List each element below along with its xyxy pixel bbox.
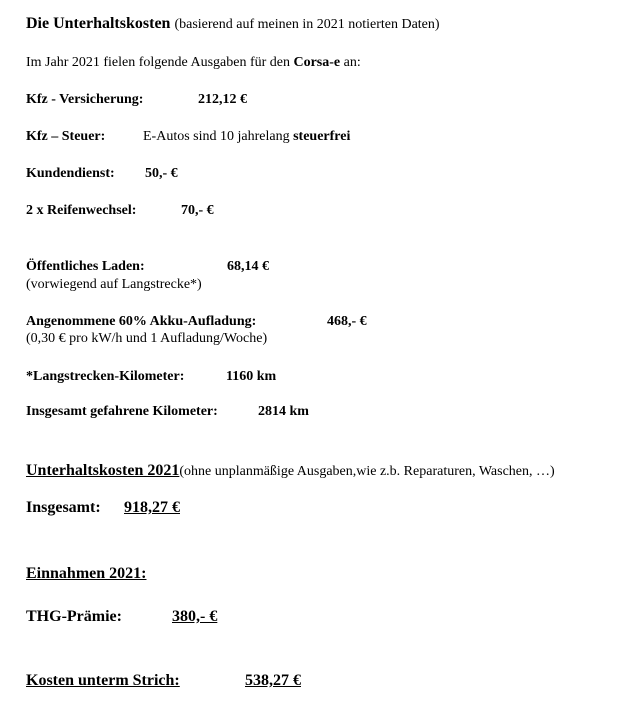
tax-value xyxy=(143,130,350,144)
intro-car: Corsa-e xyxy=(293,55,341,70)
total-km-row xyxy=(26,405,218,419)
net-value: 538,27 € xyxy=(245,672,301,689)
title-heading: Die Unterhaltskosten xyxy=(26,15,171,32)
tax-label: Kfz – Steuer: xyxy=(26,129,106,144)
costs-heading: Unterhaltskosten 2021 xyxy=(26,462,180,479)
public-charging-note: (vorwiegend auf Langstrecke*) xyxy=(26,277,202,292)
title-note: (basierend auf meinen in 2021 notierten Daten) xyxy=(174,17,440,32)
intro-text-before: Im Jahr 2021 fielen folgende Ausgaben für den xyxy=(26,55,294,70)
service-value: 50,- € xyxy=(145,166,178,181)
long-distance-row xyxy=(26,370,184,384)
tires-label: 2 x Reifenwechsel: xyxy=(26,203,137,218)
tires-row xyxy=(26,204,136,218)
document-title xyxy=(26,16,440,32)
total-label: Insgesamt: xyxy=(26,499,101,516)
tires-value: 70,- € xyxy=(181,203,214,218)
long-distance-label: *Langstrecken-Kilometer: xyxy=(26,369,185,384)
total-value: 918,27 € xyxy=(124,499,180,516)
income-heading: Einnahmen 2021: xyxy=(26,565,147,582)
service-row xyxy=(26,167,115,181)
total-km-label: Insgesamt gefahrene Kilometer: xyxy=(26,404,218,419)
tax-value-bold: steuerfrei xyxy=(293,129,351,144)
public-charging-label: Öffentliches Laden: xyxy=(26,259,145,274)
service-label: Kundendienst: xyxy=(26,166,115,181)
intro-text-after: an: xyxy=(340,55,361,70)
thg-label: THG-Prämie: xyxy=(26,608,122,625)
net-label: Kosten unterm Strich: xyxy=(26,672,180,689)
public-charging-value: 68,14 € xyxy=(227,259,269,274)
tax-row xyxy=(26,130,105,144)
insurance-value: 212,12 € xyxy=(198,92,247,107)
total-row xyxy=(26,500,101,516)
home-charging-row xyxy=(26,315,256,329)
thg-row xyxy=(26,609,122,625)
total-km-value: 2814 km xyxy=(258,404,309,419)
insurance-row xyxy=(26,93,143,107)
insurance-label: Kfz - Versicherung: xyxy=(26,92,144,107)
home-charging-note: (0,30 € pro kW/h und 1 Aufladung/Woche) xyxy=(26,331,268,346)
home-charging-value: 468,- € xyxy=(327,314,367,329)
intro-line xyxy=(26,56,361,70)
costs-note: (ohne unplanmäßige Ausgaben,wie z.b. Reparaturen, Waschen, …) xyxy=(179,464,555,479)
long-distance-value: 1160 km xyxy=(226,369,277,384)
tax-value-text: E-Autos sind 10 jahrelang xyxy=(143,129,294,144)
thg-value: 380,- € xyxy=(172,608,218,625)
home-charging-label: Angenommene 60% Akku-Aufladung: xyxy=(26,314,257,329)
costs-heading-row xyxy=(26,463,555,479)
public-charging-row xyxy=(26,260,145,274)
